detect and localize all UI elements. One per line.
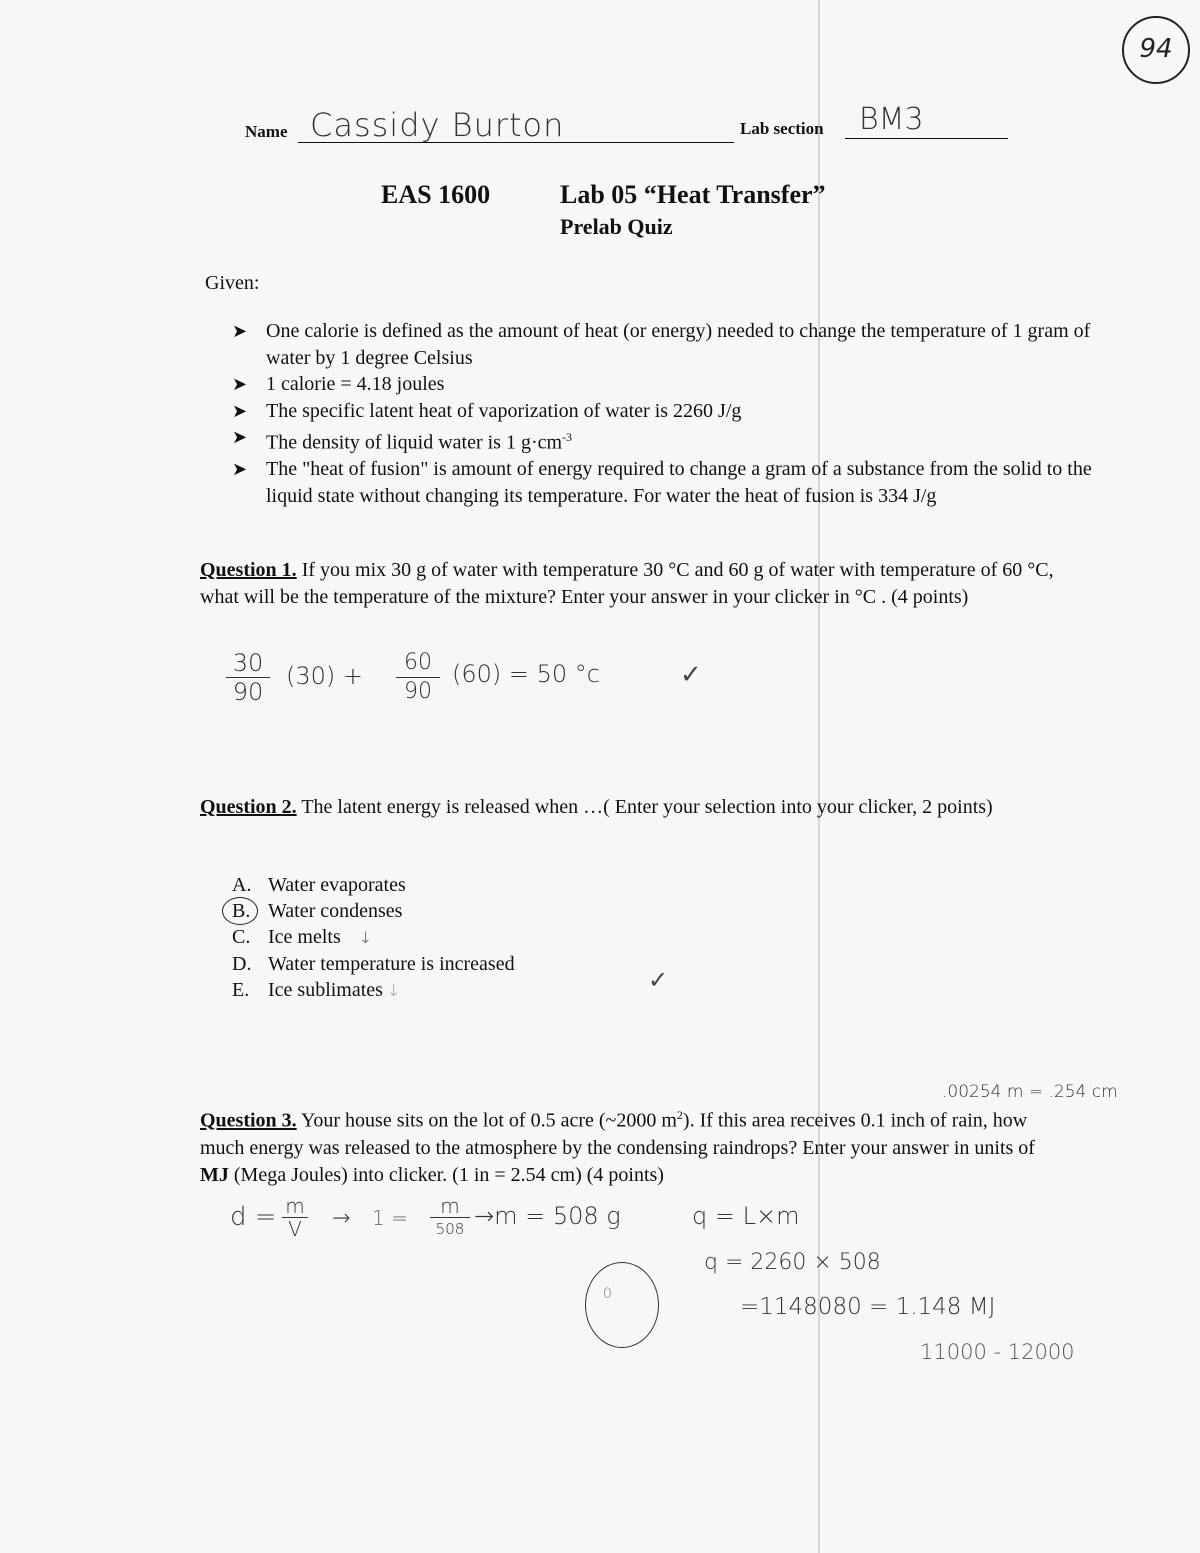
option-a[interactable]: A. Water evaporates xyxy=(232,874,406,896)
checkmark-icon: ✓ xyxy=(680,660,702,690)
given-item: ➤ The "heat of fusion" is amount of energy required to change a gram of a substance from the solid to the liquid state without changing its temperature. For water the heat of fusion is 334 J/g xyxy=(232,458,1092,507)
arrow-bullet-icon: ➤ xyxy=(232,321,248,341)
lab-title: Lab 05 “Heat Transfer” xyxy=(560,180,826,209)
option-b[interactable]: B. Water condenses xyxy=(232,898,515,924)
given-item: ➤ The specific latent heat of vaporization of water is 2260 J/g xyxy=(232,398,1092,425)
lab-section-value: BM3 xyxy=(859,102,924,137)
lab-section-label: Lab section xyxy=(740,119,824,138)
arrow-bullet-icon: ➤ xyxy=(232,427,248,447)
selected-circle-icon xyxy=(222,897,258,925)
arrow-bullet-icon: ➤ xyxy=(232,459,248,480)
given-item: ➤ 1 calorie = 4.18 joules xyxy=(232,371,1092,398)
arrow-note: ↓ xyxy=(358,928,373,947)
given-item: ➤ One calorie is defined as the amount of heat (or energy) needed to change the temperature of 1 gram of water by 1 degree Celsius xyxy=(232,320,1091,369)
given-list xyxy=(232,318,1092,509)
name-value: Cassidy Burton xyxy=(310,106,565,144)
question-3-heading: Question 3. xyxy=(200,1109,297,1132)
arrow-bullet-icon: ➤ xyxy=(232,374,248,394)
question-2-text: The latent energy is released when …( Enter your selection into your clicker, 2 points) xyxy=(296,796,993,818)
quiz-subtitle: Prelab Quiz xyxy=(560,214,673,239)
given-item: ➤ The density of liquid water is 1 $g\cdot cm^{-3}$ xyxy=(232,424,1092,456)
option-d[interactable]: D. Water temperature is increased xyxy=(232,953,515,975)
work-term: (30) + xyxy=(286,662,364,690)
name-label: Name xyxy=(245,122,288,141)
question-1-text: If you mix 30 g of water with temperature 30 °C and 60 g of water with temperature of 60 °C, what will be the temperature of the mixture? Enter your answer in your clicker in °C . (4 points) xyxy=(200,559,1054,608)
work-fraction: 60 90 xyxy=(396,650,440,705)
work-answer: (60) = 50 °c xyxy=(452,660,600,688)
score-circle: 94 xyxy=(1122,16,1190,84)
scan-fold-line xyxy=(818,0,820,1553)
name-field[interactable] xyxy=(298,106,734,143)
arrow-bullet-icon: ➤ xyxy=(232,400,248,421)
question-2-options xyxy=(232,872,515,1004)
question-1 xyxy=(200,557,1060,611)
option-c[interactable]: C. Ice melts ↓ xyxy=(232,926,373,948)
question-3: Question 3. Your house sits on the lot of 0.5 acre (~2000 $m^2$). If this area receives 0.1 inch of rain, how much energy was released to the atmosphere by the condensing raindrops? Enter your answer in units of MJ (Mega Joules) into clicker. (1 in = 2.54 cm) (4 points) xyxy=(200,1108,1035,1186)
margin-note: .00254 m = .254 cm xyxy=(942,1082,1118,1102)
checkmark-icon: ✓ xyxy=(648,966,669,994)
grader-range-note: 11000 - 12000 xyxy=(920,1340,1075,1364)
question-2 xyxy=(200,794,1060,821)
question-2-heading: Question 2. xyxy=(200,796,297,818)
option-e[interactable]: E. Ice sublimates ↓ xyxy=(232,979,401,1001)
given-label: Given: xyxy=(205,272,260,294)
course-code: EAS 1600 xyxy=(381,180,491,209)
work-fraction: 30 90 xyxy=(226,650,270,705)
grader-circle-icon xyxy=(585,1262,659,1348)
density-exponent: -3 xyxy=(562,430,573,444)
question-1-heading: Question 1. xyxy=(200,559,297,581)
arrow-note: ↓ xyxy=(386,981,401,1000)
lab-section-field[interactable] xyxy=(845,102,1008,139)
